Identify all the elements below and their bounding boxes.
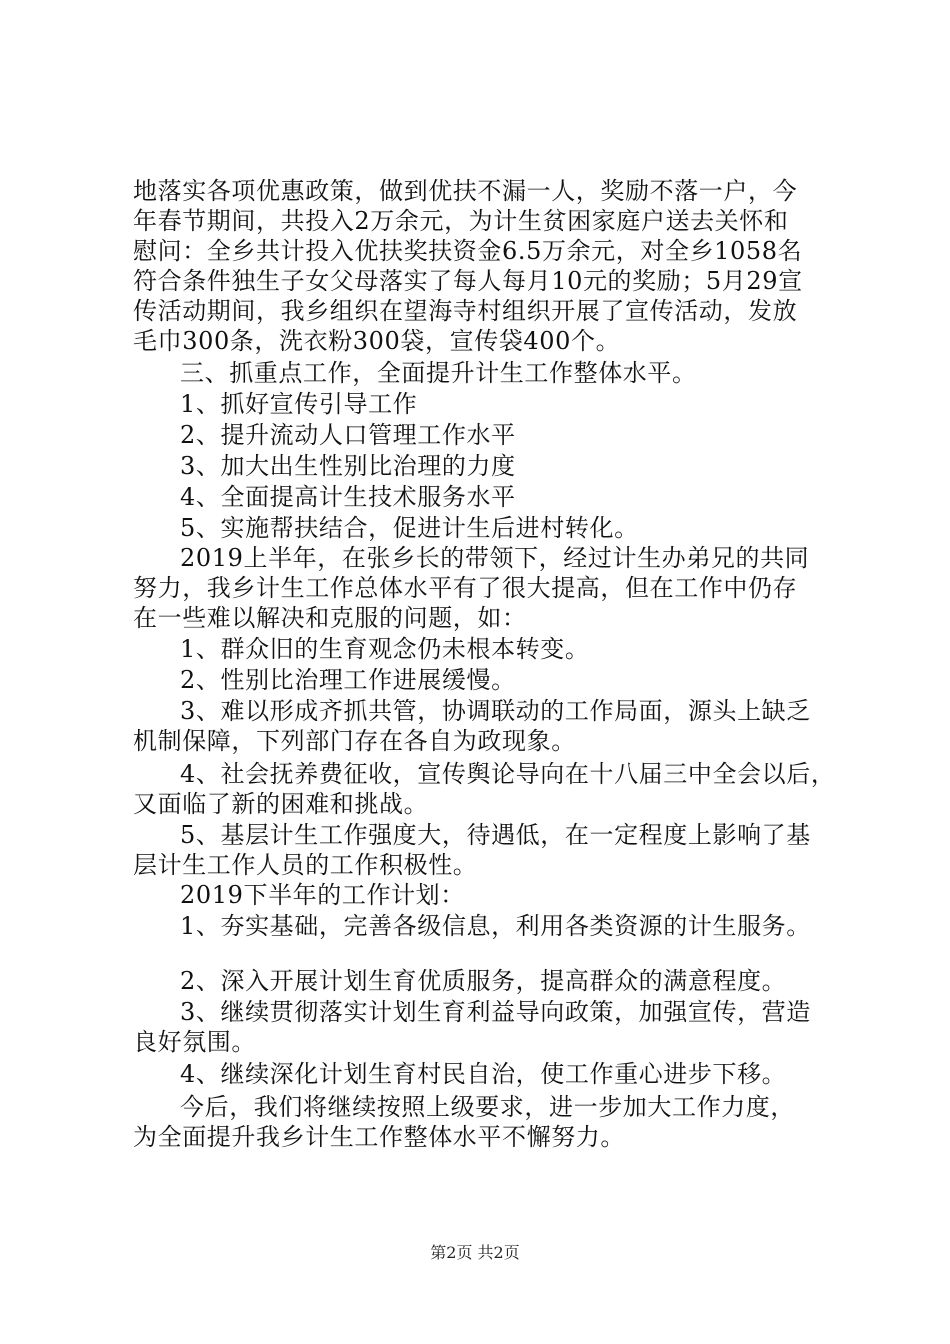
paragraph-line: 地落实各项优惠政策，做到优扶不漏一人，奖励不落一户，今 — [133, 177, 798, 205]
list-item: 1、群众旧的生育观念仍未根本转变。 — [180, 635, 590, 663]
section-heading: 三、抓重点工作，全面提升计生工作整体水平。 — [180, 359, 697, 387]
paragraph-line: 传活动期间，我乡组织在望海寺村组织开展了宣传活动，发放 — [133, 297, 798, 325]
paragraph-line: 良好氛围。 — [133, 1028, 256, 1056]
paragraph-line: 在一些难以解决和克服的问题，如： — [133, 604, 527, 632]
list-item: 2、提升流动人口管理工作水平 — [180, 421, 516, 449]
paragraph-line: 机制保障，下列部门存在各自为政现象。 — [133, 727, 576, 755]
list-item: 4、继续深化计划生育村民自治，使工作重心进步下移。 — [180, 1060, 787, 1088]
section-heading: 2019下半年的工作计划： — [180, 881, 465, 909]
list-item: 4、社会抚养费征收，宣传舆论导向在十八届三中全会以后， — [180, 760, 836, 788]
page-footer: 第2页 共2页 — [430, 1243, 520, 1262]
paragraph-line: 毛巾300条，洗衣粉300袋，宣传袋400个。 — [133, 327, 621, 355]
paragraph-line: 2019上半年，在张乡长的带领下，经过计生办弟兄的共同 — [180, 544, 810, 572]
paragraph-line: 又面临了新的困难和挑战。 — [133, 790, 429, 818]
paragraph-line: 符合条件独生子女父母落实了每人每月10元的奖励；5月29宣 — [133, 267, 803, 295]
paragraph-line: 慰问：全乡共计投入优扶奖扶资金6.5万余元，对全乡1058名 — [133, 237, 803, 265]
list-item: 1、夯实基础，完善各级信息，利用各类资源的计生服务。 — [180, 912, 811, 940]
list-item: 4、全面提高计生技术服务水平 — [180, 483, 516, 511]
list-item: 5、基层计生工作强度大，待遇低，在一定程度上影响了基 — [180, 821, 811, 849]
list-item: 1、抓好宣传引导工作 — [180, 390, 418, 418]
paragraph-line: 努力，我乡计生工作总体水平有了很大提高，但在工作中仍存 — [133, 574, 798, 602]
paragraph-line: 年春节期间，共投入2万余元，为计生贫困家庭户送去关怀和 — [133, 207, 789, 235]
list-item: 2、深入开展计划生育优质服务，提高群众的满意程度。 — [180, 967, 787, 995]
list-item: 3、难以形成齐抓共管，协调联动的工作局面，源头上缺乏 — [180, 697, 811, 725]
paragraph-line: 为全面提升我乡计生工作整体水平不懈努力。 — [133, 1123, 625, 1151]
list-item: 5、实施帮扶结合，促进计生后进村转化。 — [180, 514, 639, 542]
list-item: 3、加大出生性别比治理的力度 — [180, 452, 516, 480]
list-item: 3、继续贯彻落实计划生育利益导向政策，加强宣传，营造 — [180, 998, 811, 1026]
paragraph-line: 今后，我们将继续按照上级要求，进一步加大工作力度， — [180, 1093, 795, 1121]
paragraph-line: 层计生工作人员的工作积极性。 — [133, 851, 478, 879]
list-item: 2、性别比治理工作进展缓慢。 — [180, 666, 516, 694]
